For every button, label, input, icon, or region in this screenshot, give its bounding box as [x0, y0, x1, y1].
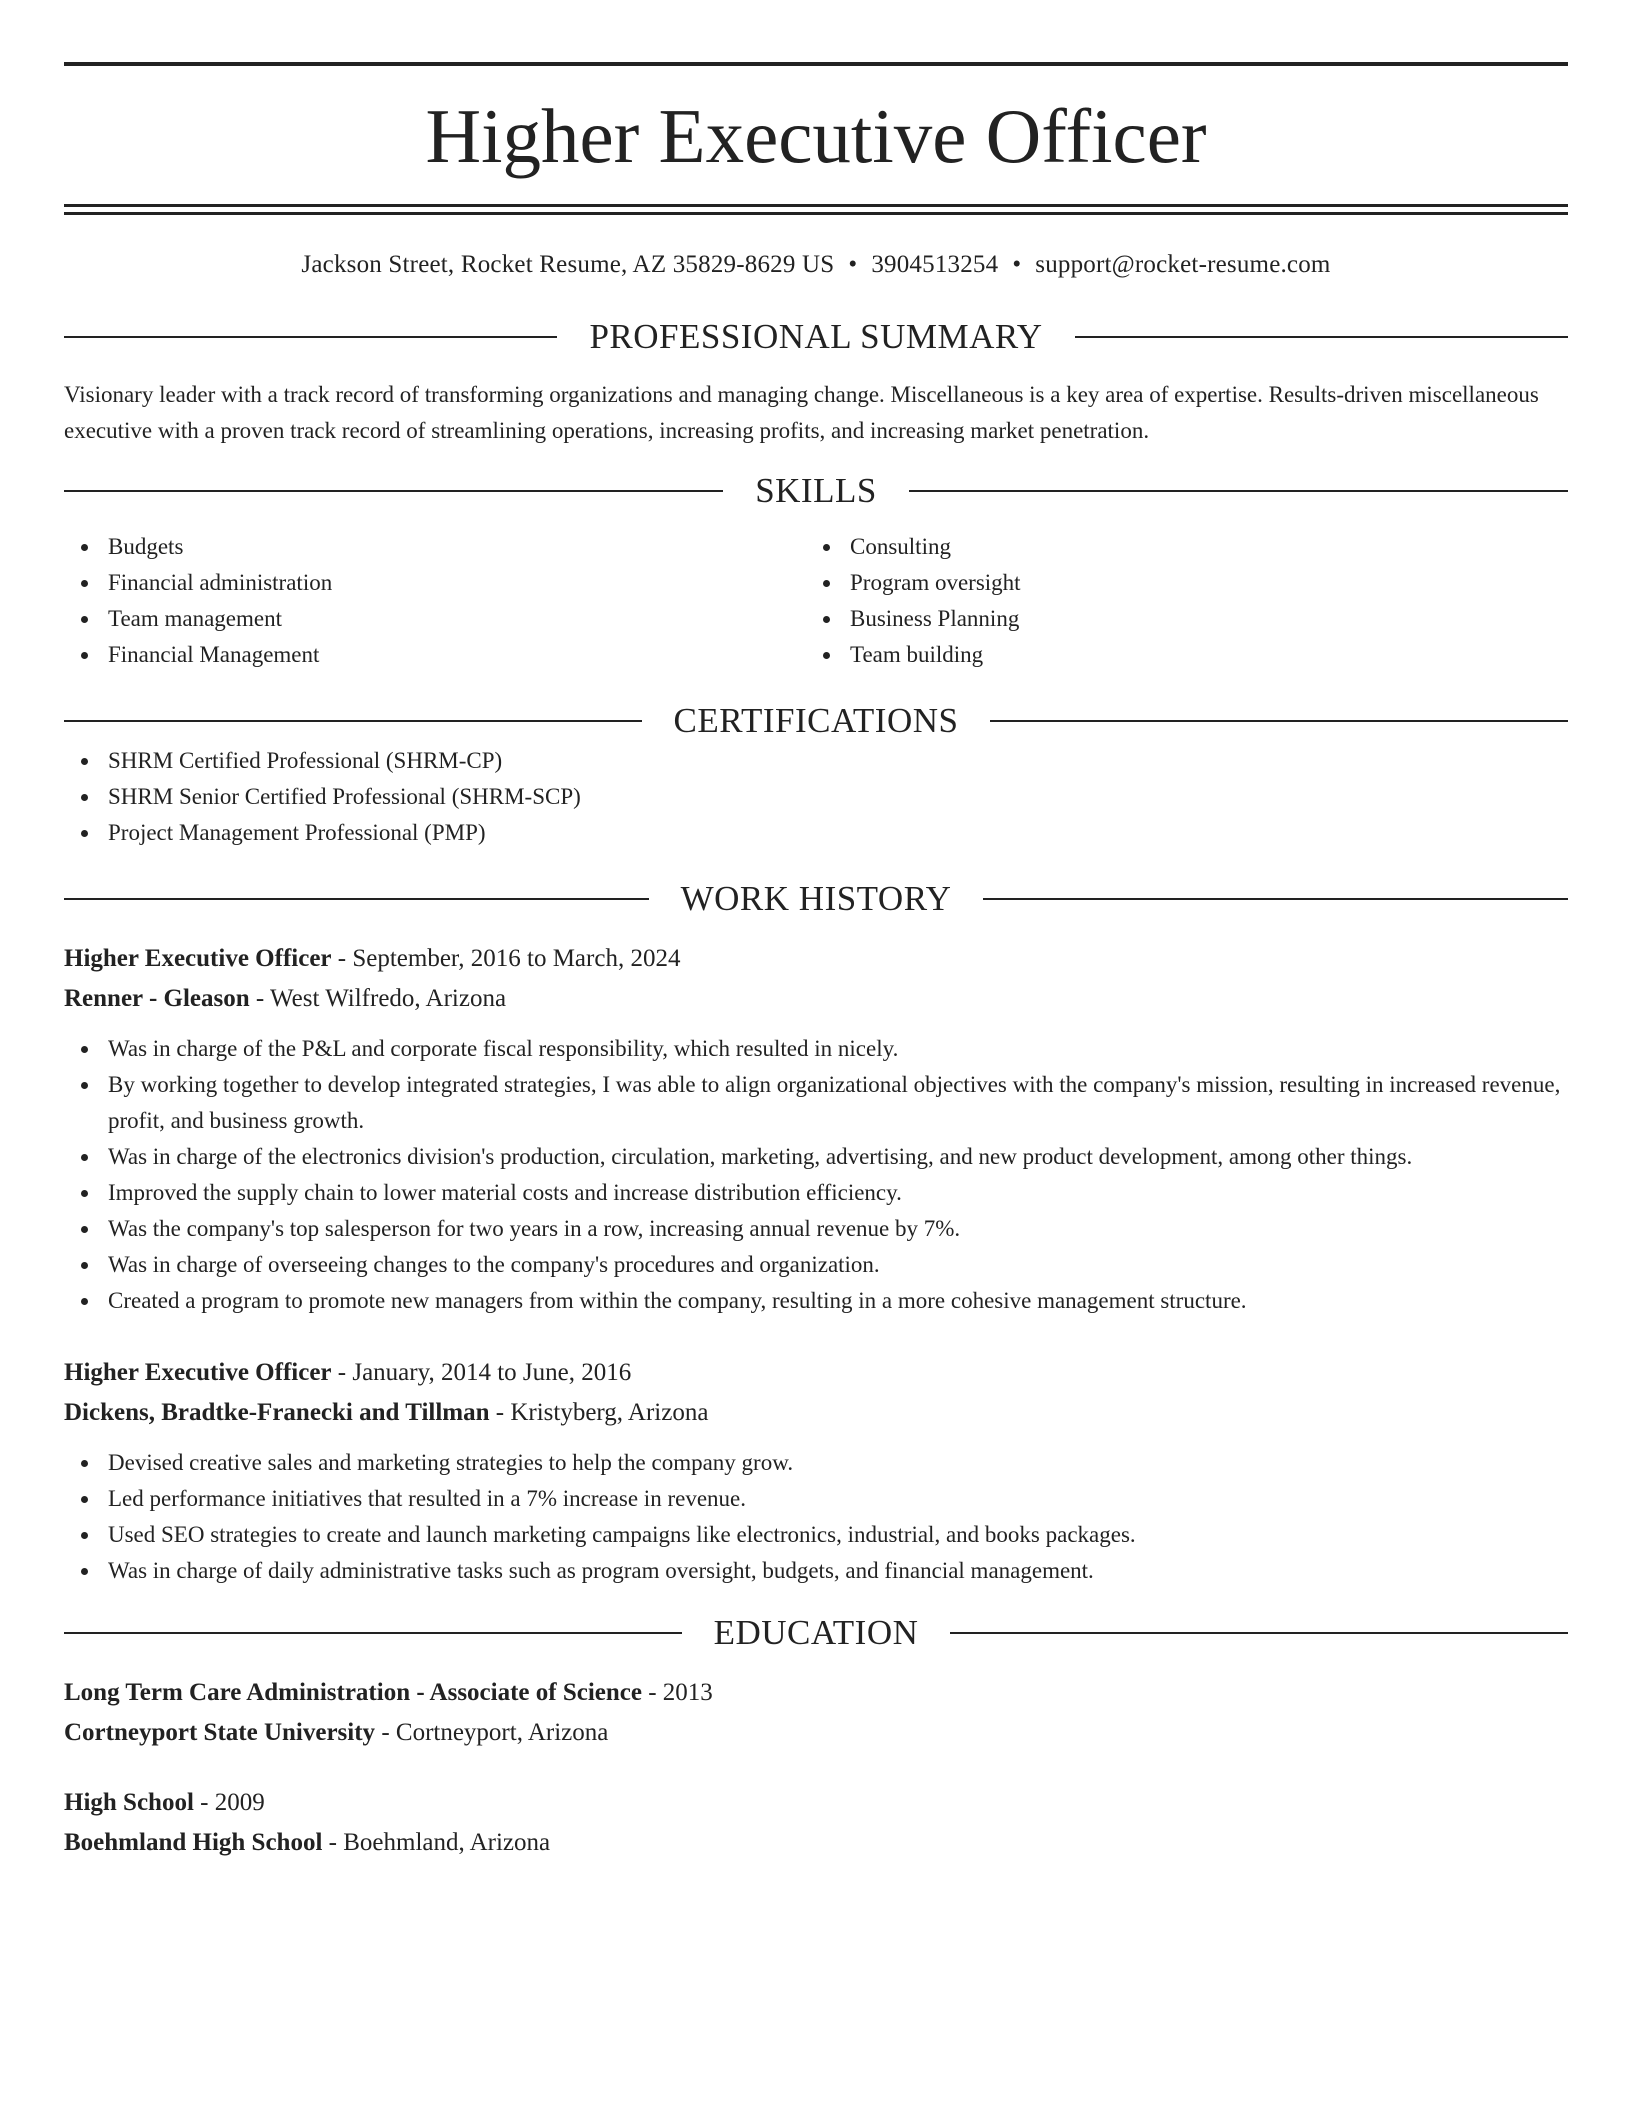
job-location: - Kristyberg, Arizona	[489, 1399, 709, 1426]
divider-line	[1075, 336, 1568, 338]
job-dates: - September, 2016 to March, 2024	[331, 945, 681, 972]
job-bullet: Was the company's top salesperson for two years in a row, increasing annual revenue by 7%.	[64, 1211, 1568, 1247]
skill-item: Program oversight	[806, 565, 1548, 601]
job-bullet: Was in charge of the electronics division's production, circulation, marketing, advertising, and new product development, among other things.	[64, 1139, 1568, 1175]
job-location: - West Wilfredo, Arizona	[249, 985, 507, 1012]
contact-address: Jackson Street, Rocket Resume, AZ 35829-8629 US	[301, 251, 835, 278]
education-location: - Boehmland, Arizona	[322, 1829, 551, 1856]
job-bullet: By working together to develop integrated strategies, I was able to align organizational objectives with the company's mission, resulting in increased revenue, profit, and business growth.	[64, 1067, 1568, 1139]
job-bullet: Used SEO strategies to create and launch marketing campaigns like electronics, industrial, and books packages.	[64, 1517, 1568, 1553]
skill-item: Business Planning	[806, 601, 1548, 637]
resume-title: Higher Executive Officer	[425, 93, 1207, 179]
contact-separator: •	[1012, 251, 1022, 278]
job-bullet: Led performance initiatives that resulted in a 7% increase in revenue.	[64, 1481, 1568, 1517]
divider-line	[950, 1632, 1568, 1634]
education-degree: High School	[64, 1789, 194, 1816]
job-company-line	[64, 979, 1568, 1019]
section-title: SKILLS	[755, 471, 877, 510]
divider-line	[64, 720, 642, 722]
contact-separator: •	[848, 251, 858, 278]
skills-column-right	[806, 529, 1548, 673]
job-company: Dickens, Bradtke-Franecki and Tillman	[64, 1399, 490, 1426]
skill-item: Financial administration	[64, 565, 806, 601]
education-school: Cortneyport State University	[64, 1719, 376, 1746]
job-bullet: Was in charge of overseeing changes to the company's procedures and organization.	[64, 1247, 1568, 1283]
education-degree-line	[64, 1783, 1568, 1823]
education-entry	[64, 1783, 1568, 1863]
job-title-line	[64, 1353, 1568, 1393]
education-entry	[64, 1673, 1568, 1753]
divider-line	[64, 336, 557, 338]
certification-item: Project Management Professional (PMP)	[64, 815, 1568, 851]
contact-email: support@rocket-resume.com	[1035, 251, 1331, 278]
job-role: Higher Executive Officer	[64, 1359, 332, 1386]
contact-phone: 3904513254	[871, 251, 999, 278]
skill-item: Team management	[64, 601, 806, 637]
divider-line	[64, 898, 649, 900]
skills-column-left	[64, 529, 806, 673]
top-rule	[64, 62, 1568, 66]
job-bullet: Improved the supply chain to lower material costs and increase distribution efficiency.	[64, 1175, 1568, 1211]
job-bullet: Devised creative sales and marketing strategies to help the company grow.	[64, 1445, 1568, 1481]
section-header-work-history	[64, 877, 1568, 921]
divider-line	[990, 720, 1568, 722]
job-bullet: Was in charge of daily administrative tasks such as program oversight, budgets, and financial management.	[64, 1553, 1568, 1589]
contact-line	[64, 249, 1568, 281]
job-bullets	[64, 1445, 1568, 1589]
skill-item: Consulting	[806, 529, 1548, 565]
divider-line	[64, 490, 723, 492]
education-degree-line	[64, 1673, 1568, 1713]
education-school-line	[64, 1823, 1568, 1863]
job-role: Higher Executive Officer	[64, 945, 332, 972]
job-dates: - January, 2014 to June, 2016	[331, 1359, 632, 1386]
double-rule	[64, 204, 1568, 215]
certification-item: SHRM Senior Certified Professional (SHRM-SCP)	[64, 779, 1568, 815]
skills-list	[64, 529, 1568, 673]
section-title: PROFESSIONAL SUMMARY	[589, 317, 1043, 356]
section-title: CERTIFICATIONS	[673, 701, 959, 740]
skill-item: Budgets	[64, 529, 806, 565]
job-bullet: Was in charge of the P&L and corporate fiscal responsibility, which resulted in nicely.	[64, 1031, 1568, 1067]
section-header-education	[64, 1611, 1568, 1655]
job-bullets	[64, 1031, 1568, 1319]
divider-line	[909, 490, 1568, 492]
job-bullet: Created a program to promote new managers from within the company, resulting in a more cohesive management structure.	[64, 1283, 1568, 1319]
skill-item: Financial Management	[64, 637, 806, 673]
section-title: EDUCATION	[713, 1613, 919, 1652]
section-title: WORK HISTORY	[680, 879, 952, 918]
education-location: - Cortneyport, Arizona	[375, 1719, 609, 1746]
section-header-skills	[64, 469, 1568, 513]
education-year: - 2013	[641, 1679, 713, 1706]
job-company: Renner - Gleason	[64, 985, 250, 1012]
job-entry	[64, 939, 1568, 1319]
education-school: Boehmland High School	[64, 1829, 323, 1856]
section-header-summary	[64, 315, 1568, 359]
education-degree: Long Term Care Administration - Associate of Science	[64, 1679, 642, 1706]
job-company-line	[64, 1393, 1568, 1433]
job-title-line	[64, 939, 1568, 979]
skill-item: Team building	[806, 637, 1548, 673]
summary-text: Visionary leader with a track record of transforming organizations and managing change. Miscellaneous is a key area of expertise. Results-driven miscellaneous executive with a proven track record of streamlining operations, increasing profits, and increasing market penetration.	[64, 382, 1539, 443]
job-entry	[64, 1353, 1568, 1589]
section-header-certifications	[64, 699, 1568, 743]
education-school-line	[64, 1713, 1568, 1753]
education-year: - 2009	[193, 1789, 265, 1816]
certification-item: SHRM Certified Professional (SHRM-CP)	[64, 743, 1568, 779]
certifications-list	[64, 743, 1568, 851]
resume-page	[64, 62, 1568, 1863]
divider-line	[64, 1632, 682, 1634]
divider-line	[983, 898, 1568, 900]
